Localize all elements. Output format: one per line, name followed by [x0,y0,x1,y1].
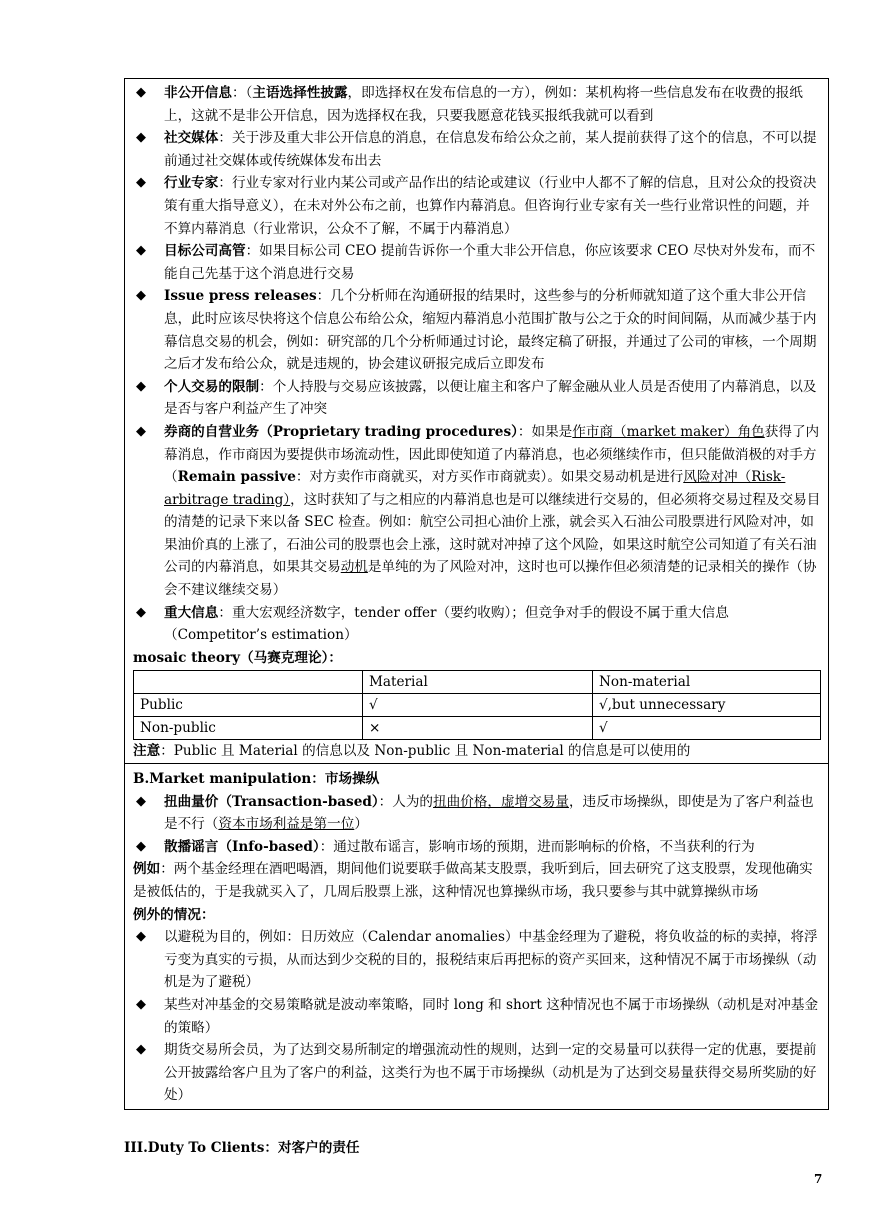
table-cell: Public [134,694,363,717]
mosaic-heading [133,647,822,670]
item-text: 某些对冲基金的交易策略就是波动率策略，同时 long 和 short 这种情况也不属于市场操纵（动机是对冲基金的策略） [164,996,819,1036]
list-item [133,1039,822,1107]
list-item [133,836,822,859]
check-mark-icon: √ [593,717,821,740]
diamond-bullet-icon: ◆ [136,604,146,620]
example-colon: ： [160,861,174,878]
check-mark-icon: √ [363,694,593,717]
table-cell: √,but unnecessary [593,694,821,717]
example-label: 例如 [133,861,161,878]
example-text: 两个基金经理在酒吧喝酒，期间他们说要联手做高某支股票，我听到后，回去研究了这支股票，发现他确实是被低估的，于是我就买入了，几周后股票上涨，这种情况也算操纵市场，我只要参与其中就算操纵市场 [133,861,813,900]
item-emphasis: 主语选择性披露 [252,85,348,101]
item-text: 是单纯的为了风险对冲，这时也可以操作但必须清楚的记录相关的操作（协会不建议继续交易） [164,559,817,599]
item-colon: ： [245,243,260,260]
diamond-bullet-icon: ◆ [136,130,146,146]
list-item [133,791,822,836]
table-cell: Material [363,671,593,694]
diamond-bullet-icon: ◆ [136,996,146,1012]
list-item [133,82,822,127]
diamond-bullet-icon: ◆ [136,1042,146,1058]
underlined-text: 风险对冲（Risk-arbitrage trading） [164,469,786,508]
exceptions-title: 例外的情况： [133,906,215,923]
underlined-text: 动机 [340,559,368,576]
list-item [133,127,822,172]
item-label: 行业专家 [164,175,219,192]
item-text: ：对方卖作市商就买，对方买作市商就卖）。如果交易动机是进行 [295,469,684,486]
note-colon: ： [160,743,174,760]
item-label: 重大信息 [164,604,219,621]
diamond-bullet-icon: ◆ [136,378,146,394]
item-label: 个人交易的限制 [164,378,260,395]
item-text: ，即选择权在发布信息的一方），例如：某机构将一些信息发布在收费的报纸上，这就不是非公开信息，因为选择权在我，只要我愿意花钱买报纸我就可以看到 [164,85,803,124]
underlined-text: 作市商（market maker）角色 [572,423,765,440]
table-header-row [134,671,821,694]
item-label: 扭曲量价（Transaction-based） [164,793,379,810]
item-colon: ： [218,130,232,147]
item-text: 个人持股与交易应该披露，以便让雇主和客户了解金融从业人员是否使用了内幕消息，以及是否与客户利益产生了冲突 [164,378,817,418]
item-text: 期货交易所会员，为了达到交易所制定的增强流动性的规则，达到一定的交易量可以获得一定的优惠，要提前公开披露给客户且为了客户的利益，这类行为也不属于市场操纵（动机是为了达到交易量获得交易所奖励的好处） [164,1042,817,1104]
underlined-text: 资本市场利益是第一位 [218,816,355,833]
table-cell: Non-material [593,671,821,694]
note-line [133,740,822,763]
list-item [133,926,822,994]
list-item [133,994,822,1039]
item-label: 目标公司高管 [164,243,246,260]
item-text: 重大宏观经济数字，tender offer（要约收购）；但竞争对手的假设不属于重大信息（Competitor’s estimation） [164,604,729,644]
item-text: ，违反市场操纵，即使是为了客户利益也是不行（ [164,793,814,833]
item-label: 非公开信息 [164,85,232,101]
section-title: B.Market manipulation：市场操纵 [133,771,380,788]
underlined-text: 扭曲价格，虚增交易量 [433,793,569,810]
mosaic-title: mosaic theory（马赛克理论）： [133,649,342,666]
item-text: 关于涉及重大非公开信息的消息，在信息发布给公众之前，某人提前获得了这个的信息，不可以提前通过社交媒体或传统媒体发布出去 [164,130,817,169]
section-heading [133,768,822,791]
item-colon: ： [378,793,393,810]
table-cell: Non-public [134,717,363,740]
mosaic-table [133,670,821,740]
item-text: （ [245,85,253,101]
upper-cell [125,79,828,763]
diamond-bullet-icon: ◆ [136,929,146,945]
item-label: Issue press releases [164,288,317,305]
item-text: ，这时获知了与之相应的内幕消息也是可以继续进行交易的，但必须将交易过程及交易目的清楚的记录下来以备 SEC 检查。例如：航空公司担心油价上涨，就会买入石油公司股票进行风险对冲，如果油价真的上涨了，石油公司的股票也会上涨，这时就对冲掉了这个风险，如果这时航空公司知道了有关石油公司的内幕消息，如果其交易 [164,491,821,576]
diamond-bullet-icon: ◆ [136,793,146,809]
item-label: 散播谣言（Info-based） [164,838,320,855]
item-text: 人为的 [392,793,434,810]
diamond-bullet-icon: ◆ [136,838,146,854]
item-emphasis: Remain passive [177,469,296,486]
diamond-bullet-icon: ◆ [136,288,146,304]
cross-mark-icon: × [363,717,593,740]
item-text: 行业专家对行业内某公司或产品作出的结论或建议（行业中人都不了解的信息，且对公众的投资决策有重大指导意义），在未对外公布之前，也算作内幕消息。但咨询行业专家有关一些行业常识性的问题，并不算内幕消息（行业常识，公众不了解，不属于内幕消息） [164,175,817,237]
diamond-bullet-icon: ◆ [136,423,146,439]
diamond-bullet-icon: ◆ [136,175,146,191]
diamond-bullet-icon: ◆ [136,243,146,259]
exceptions-heading [133,904,822,927]
page-number: 7 [814,1172,823,1186]
list-item [133,376,822,421]
list-item [133,240,822,285]
item-text: 如果目标公司 CEO 提前告诉你一个重大非公开信息，你应该要求 CEO 尽快对外发布，而不能自己先基于这个消息进行交易 [164,243,816,282]
list-item [133,172,822,240]
item-colon: ： [218,175,232,192]
item-colon: ： [218,604,232,621]
item-colon: ： [517,423,532,440]
item-text: ） [354,816,368,833]
list-item [133,421,822,602]
item-colon: ： [259,378,273,395]
table-row [134,694,821,717]
table-row [134,717,821,740]
note-label: 注意 [133,743,161,760]
lower-cell [125,763,828,1109]
table-cell [134,671,363,694]
item-text: 获得了内幕消息，作市商因为要提供市场流动性，因此即使知道了内幕消息，也必须继续作市，但只能做消极的对手方（ [164,423,820,486]
content-box [124,78,829,1110]
item-colon: ： [231,85,246,101]
section-iii-heading: III.Duty To Clients：对客户的责任 [124,1140,360,1156]
item-colon: ： [316,288,331,305]
note-text: Public 且 Material 的信息以及 Non-public 且 Non-material 的信息是可以使用的 [173,743,691,760]
item-colon: ： [319,838,334,855]
item-label: 社交媒体 [164,130,219,147]
item-text: 以避税为目的，例如：日历效应（Calendar anomalies）中基金经理为了避税，将负收益的标的卖掉，将浮亏变为真实的亏损，从而达到少交税的目的，报税结束后再把标的资产买回来，这种情况不属于市场操纵（动机是为了避税） [164,929,818,991]
item-text: 如果是 [531,423,573,440]
item-text: 几个分析师在沟通研报的结果时，这些参与的分析师就知道了这个重大非公开信息，此时应该尽快将这个信息公布给公众，缩短内幕消息小范围扩散与公之于众的时间间隔，从而减少基于内幕信息交易的机会，例如：研究部的几个分析师通过讨论，最终定稿了研报，并通过了公司的审核，一个周期之后才发布给公众，就是违规的，协会建议研报完成后立即发布 [164,288,817,373]
item-text: 通过散布谣言，影响市场的预期，进而影响标的价格，不当获利的行为 [333,838,755,855]
example-paragraph [133,858,822,903]
item-label: 券商的自营业务（Proprietary trading procedures） [164,423,518,440]
diamond-bullet-icon: ◆ [136,85,146,100]
list-item [133,602,822,647]
list-item [133,285,822,375]
